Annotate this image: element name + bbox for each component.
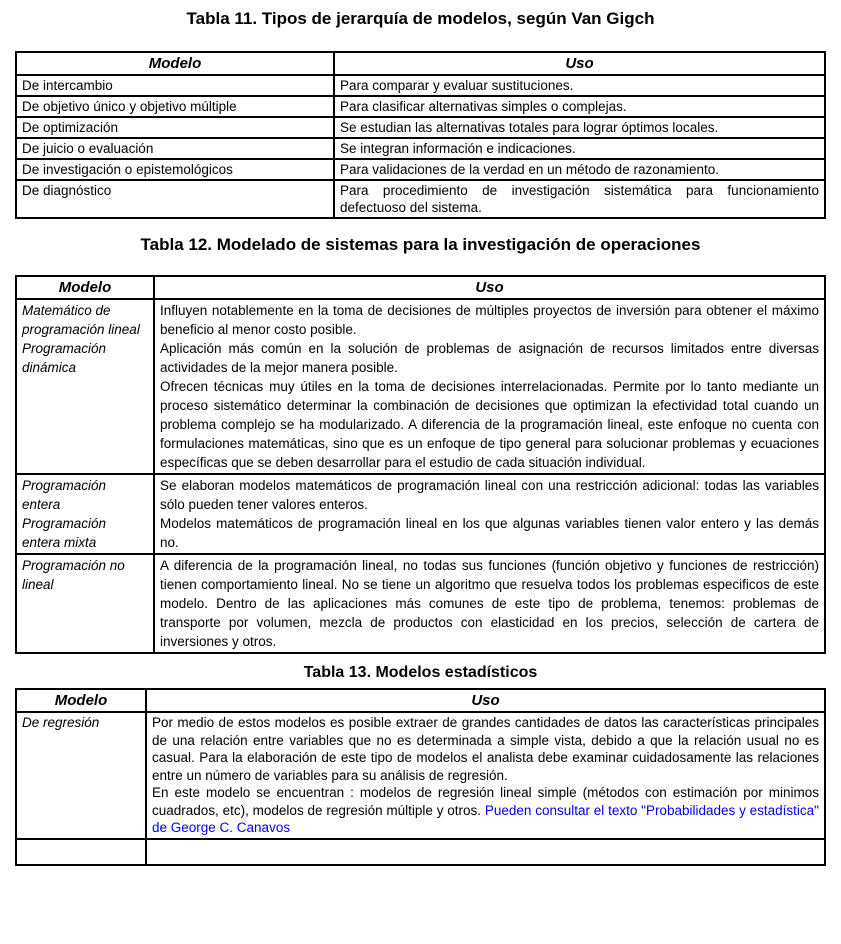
uso-cell [334, 159, 825, 180]
modelo-cell: De intercambio [16, 75, 334, 96]
modelo-label: Programación entera mixta [22, 516, 107, 550]
uso-cell [334, 75, 825, 96]
uso-cell [154, 299, 825, 474]
modelo-cell: De optimización [16, 117, 334, 138]
table11-header-uso: Uso [334, 52, 825, 75]
modelo-cell: De diagnóstico [16, 180, 334, 218]
uso-cell [146, 712, 825, 839]
uso-cell [146, 839, 825, 865]
table13 [15, 688, 826, 866]
modelo-label: Programación no lineal [22, 558, 125, 592]
uso-paragraph: Aplicación más común en la solución de problemas de asignación de recursos limitados entre diversas actividades de la mejor manera posible. [160, 341, 819, 375]
modelo-label: Programación dinámica [22, 341, 107, 375]
table-row [16, 75, 825, 96]
modelo-label: De regresión [22, 715, 100, 730]
table-row-cutoff [16, 839, 825, 865]
modelo-cell [16, 554, 154, 653]
table13-header-row [16, 689, 825, 712]
uso-paragraph: Se elaboran modelos matemáticos de programación lineal con una restricción adicional: todas las variables sólo pueden tener valores enteros. [160, 478, 819, 512]
modelo-cell: De objetivo único y objetivo múltiple [16, 96, 334, 117]
table12-title: Tabla 12. Modelado de sistemas para la investigación de operaciones [140, 235, 701, 254]
table-row [16, 299, 825, 474]
table11 [15, 51, 826, 219]
table12 [15, 275, 826, 654]
uso-paragraph: A diferencia de la programación lineal, no todas sus funciones (función objetivo y funciones de restricción) tienen comportamiento lineal. No se tiene un algoritmo que resuelva todos los problemas especificos de este modelo. Dentro de las aplicaciones más comunes de este tipo de problema, tenemos: problemas de transporte por volumen, mezcla de productos con elasticidad en los precios, selección de cartera de inversiones y otros. [160, 558, 819, 649]
table11-title: Tabla 11. Tipos de jerarquía de modelos, según Van Gigch [186, 9, 655, 28]
uso-cell [334, 180, 825, 218]
table-row [16, 138, 825, 159]
modelo-label: Programación entera [22, 478, 107, 512]
table-row [16, 96, 825, 117]
uso-paragraph: Influyen notablemente en la toma de decisiones de múltiples proyectos de inversión para obtener el máximo beneficio al menor costo posible. [160, 303, 819, 337]
uso-paragraph [152, 784, 819, 837]
modelo-cell [16, 474, 154, 554]
uso-cell [334, 96, 825, 117]
uso-text: En este modelo se encuentran : modelos de regresión lineal simple (métodos con estimación por minimos cuadrados, etc), modelos de regresión múltiple y otros. [152, 785, 819, 818]
table11-header-row [16, 52, 825, 75]
table12-header-row [16, 276, 825, 299]
uso-paragraph: Para validaciones de la verdad en un método de razonamiento. [340, 162, 719, 177]
uso-paragraph: Para procedimiento de investigación sistemática para funcionamiento defectuoso del sistema. [340, 183, 819, 215]
table-row [16, 712, 825, 839]
table13-title: Tabla 13. Modelos estadísticos [303, 664, 538, 681]
table-row [16, 180, 825, 218]
uso-paragraph: Para comparar y evaluar sustituciones. [340, 78, 574, 93]
uso-cell [154, 474, 825, 554]
table-row [16, 159, 825, 180]
table11-header-modelo: Modelo [16, 52, 334, 75]
table12-header-modelo: Modelo [16, 276, 154, 299]
uso-cell [334, 117, 825, 138]
modelo-cell: De juicio o evaluación [16, 138, 334, 159]
uso-paragraph: Modelos matemáticos de programación lineal en los que algunas variables tienen valor entero y las demás no. [160, 516, 819, 550]
textbook-link[interactable]: Pueden consultar el texto "Probabilidades y estadística" de George C. Canavos [152, 802, 819, 835]
table13-header-modelo: Modelo [16, 689, 146, 712]
table12-header-uso: Uso [154, 276, 825, 299]
table-row [16, 117, 825, 138]
table-row [16, 554, 825, 653]
modelo-cell [16, 839, 146, 865]
uso-paragraph: Para clasificar alternativas simples o complejas. [340, 99, 627, 114]
table-row [16, 474, 825, 554]
modelo-cell [16, 712, 146, 839]
uso-cell [334, 138, 825, 159]
uso-paragraph: Ofrecen técnicas muy útiles en la toma de decisiones interrelacionadas. Permite por lo tanto mediante un proceso sistemático determinar la combinación de decisiones que optimizan la efectividad total cuando un problema complejo se ha modularizado. A diferencia de la programación lineal, este enfoque no cuenta con formulaciones matemáticas, sino que es un enfoque de tipo general para solucionar problemas y ecuaciones específicas que se deben desarrollar para el estudio de cada situación individual. [160, 379, 819, 470]
uso-cell [154, 554, 825, 653]
modelo-label: Matemático de programación lineal [22, 303, 140, 337]
uso-paragraph: Se integran información e indicaciones. [340, 141, 576, 156]
modelo-cell: De investigación o epistemológicos [16, 159, 334, 180]
uso-paragraph: Por medio de estos modelos es posible extraer de grandes cantidades de datos las características principales de una relación entre variables que no es determinada a simple vista, debido a que la relación usual no es casual. Para la elaboración de este tipo de modelos el analista debe examinar cuidadosamente las relaciones entre un número de variables para su análisis de regresión. [152, 715, 819, 783]
table13-header-uso: Uso [146, 689, 825, 712]
modelo-cell [16, 299, 154, 474]
uso-paragraph: Se estudian las alternativas totales para lograr óptimos locales. [340, 120, 719, 135]
